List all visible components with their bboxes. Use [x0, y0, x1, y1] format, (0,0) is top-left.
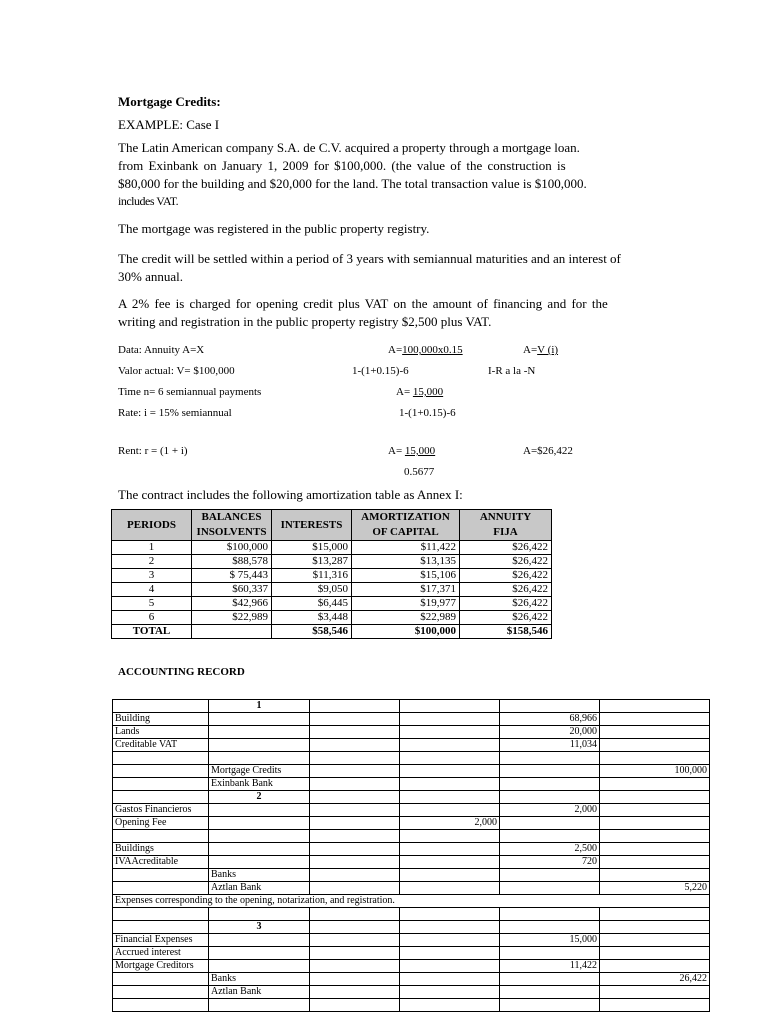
ledger-row	[113, 739, 710, 752]
account-credit-cell: Banks	[209, 973, 310, 986]
total-amortization: $100,000	[352, 625, 460, 639]
account-debit-cell	[113, 882, 209, 895]
ledger-row	[113, 726, 710, 739]
balance-cell: $88,578	[192, 555, 272, 569]
credit-cell	[600, 934, 710, 947]
balance-cell: $100,000	[192, 541, 272, 555]
aux-cell	[310, 765, 400, 778]
debit-cell	[500, 791, 600, 804]
account-debit-cell: Buildings	[113, 843, 209, 856]
amortization-row	[112, 555, 552, 569]
ledger-row	[113, 934, 710, 947]
paragraph-2: The mortgage was registered in the public property registry.	[118, 221, 430, 236]
ledger-row	[113, 869, 710, 882]
partial-cell	[400, 752, 500, 765]
partial-cell	[400, 999, 500, 1012]
credit-cell	[600, 830, 710, 843]
ledger-row	[113, 778, 710, 791]
amortization-row	[112, 611, 552, 625]
header-balances-line-2: INSOLVENTS	[196, 526, 267, 538]
header-periods: PERIODS	[112, 510, 192, 541]
debit-cell	[500, 908, 600, 921]
balance-cell: $42,966	[192, 597, 272, 611]
account-debit-cell: Building	[113, 713, 209, 726]
accounting-ledger-table	[112, 699, 710, 1012]
ledger-row	[113, 713, 710, 726]
debit-cell	[500, 947, 600, 960]
account-debit-cell: Accrued interest	[113, 947, 209, 960]
partial-cell	[400, 960, 500, 973]
interest-cell: $6,445	[272, 597, 352, 611]
aux-cell	[310, 882, 400, 895]
credit-cell	[600, 752, 710, 765]
debit-cell: 68,966	[500, 713, 600, 726]
header-annuity-line-2: FIJA	[493, 526, 518, 538]
amortization-row	[112, 569, 552, 583]
balance-cell: $22,989	[192, 611, 272, 625]
annuity-equation-3-denominator: 0.5677	[404, 466, 435, 478]
credit-cell	[600, 804, 710, 817]
ledger-row	[113, 752, 710, 765]
amortization-cell: $17,371	[352, 583, 460, 597]
period-cell: 4	[112, 583, 192, 597]
aux-cell	[310, 830, 400, 843]
debit-cell	[500, 921, 600, 934]
account-credit-cell: 2	[209, 791, 310, 804]
amortization-row	[112, 583, 552, 597]
debit-cell	[500, 973, 600, 986]
paragraph-1-line-2: from Exinbank on January 1, 2009 for $100,000. (the value of the construction is	[118, 158, 566, 173]
period-cell: 2	[112, 555, 192, 569]
aux-cell	[310, 778, 400, 791]
aux-cell	[310, 817, 400, 830]
equation-prefix: A=	[396, 386, 413, 398]
account-credit-cell	[209, 752, 310, 765]
aux-cell	[310, 856, 400, 869]
ledger-row	[113, 843, 710, 856]
account-debit-cell	[113, 999, 209, 1012]
account-debit-cell	[113, 921, 209, 934]
aux-cell	[310, 908, 400, 921]
account-credit-cell	[209, 804, 310, 817]
account-debit-cell	[113, 986, 209, 999]
account-debit-cell	[113, 908, 209, 921]
debit-cell	[500, 830, 600, 843]
debit-cell: 2,500	[500, 843, 600, 856]
debit-cell: 11,034	[500, 739, 600, 752]
debit-cell	[500, 882, 600, 895]
credit-cell	[600, 739, 710, 752]
total-balance	[192, 625, 272, 639]
amortization-body	[112, 541, 552, 639]
balance-cell: $60,337	[192, 583, 272, 597]
header-amortization-line-1: AMORTIZATION	[361, 511, 450, 523]
ledger-row	[113, 830, 710, 843]
account-credit-cell: Aztlan Bank	[209, 986, 310, 999]
debit-cell: 720	[500, 856, 600, 869]
account-credit-cell: Aztlan Bank	[209, 882, 310, 895]
partial-cell	[400, 739, 500, 752]
credit-cell	[600, 947, 710, 960]
account-debit-cell	[113, 791, 209, 804]
ledger-row	[113, 947, 710, 960]
aux-cell	[310, 947, 400, 960]
aux-cell	[310, 869, 400, 882]
amortization-cell: $13,135	[352, 555, 460, 569]
header-balances	[192, 510, 272, 541]
ledger-row	[113, 791, 710, 804]
formula-rate-label: Rate: i = 15% semiannual	[118, 407, 232, 419]
header-annuity	[460, 510, 552, 541]
equation-numerator: 15,000	[404, 445, 436, 457]
credit-cell	[600, 869, 710, 882]
account-credit-cell	[209, 726, 310, 739]
aux-cell	[310, 973, 400, 986]
credit-cell	[600, 791, 710, 804]
amortization-table	[111, 509, 552, 639]
debit-cell	[500, 869, 600, 882]
aux-cell	[310, 999, 400, 1012]
ledger-row	[113, 986, 710, 999]
credit-cell	[600, 921, 710, 934]
debit-cell: 2,000	[500, 804, 600, 817]
period-cell: 6	[112, 611, 192, 625]
header-interests: INTERESTS	[272, 510, 352, 541]
balance-cell: $ 75,443	[192, 569, 272, 583]
amortization-cell: $19,977	[352, 597, 460, 611]
paragraph-1-line-3: $80,000 for the building and $20,000 for the land. The total transaction value is $100,000.	[118, 176, 587, 191]
interest-cell: $15,000	[272, 541, 352, 555]
account-debit-cell	[113, 869, 209, 882]
partial-cell	[400, 921, 500, 934]
annuity-equation-2-denominator: 1-(1+0.15)-6	[399, 407, 456, 419]
header-annuity-line-1: ANNUITY	[479, 511, 532, 523]
formula-time-label: Time n= 6 semiannual payments	[118, 386, 262, 398]
aux-cell	[310, 713, 400, 726]
paragraph-1-line-1: The Latin American company S.A. de C.V. acquired a property through a mortgage loan.	[118, 140, 580, 155]
credit-cell	[600, 960, 710, 973]
partial-cell	[400, 830, 500, 843]
debit-cell: 20,000	[500, 726, 600, 739]
paragraph-1-line-4: includes VAT.	[118, 194, 179, 208]
annuity-general-formula	[523, 344, 558, 356]
credit-cell: 26,422	[600, 973, 710, 986]
equation-prefix: A=	[388, 344, 403, 356]
account-credit-cell	[209, 817, 310, 830]
amortization-total-row	[112, 625, 552, 639]
account-credit-cell	[209, 830, 310, 843]
partial-cell	[400, 791, 500, 804]
debit-cell: 11,422	[500, 960, 600, 973]
partial-cell	[400, 882, 500, 895]
interest-cell: $13,287	[272, 555, 352, 569]
interest-cell: $11,316	[272, 569, 352, 583]
credit-cell	[600, 856, 710, 869]
account-credit-cell	[209, 908, 310, 921]
account-credit-cell	[209, 960, 310, 973]
credit-cell: 100,000	[600, 765, 710, 778]
credit-cell	[600, 999, 710, 1012]
credit-cell	[600, 986, 710, 999]
annuity-result: A=$26,422	[523, 445, 573, 457]
period-cell: 1	[112, 541, 192, 555]
aux-cell	[310, 791, 400, 804]
account-credit-cell	[209, 934, 310, 947]
amortization-cell: $22,989	[352, 611, 460, 625]
account-credit-cell: Banks	[209, 869, 310, 882]
total-annuity: $158,546	[460, 625, 552, 639]
account-debit-cell	[113, 830, 209, 843]
ledger-row	[113, 960, 710, 973]
header-amortization	[352, 510, 460, 541]
annuity-cell: $26,422	[460, 611, 552, 625]
interest-cell: $9,050	[272, 583, 352, 597]
ledger-body	[113, 700, 710, 1012]
paragraph-3-line-2: 30% annual.	[118, 269, 183, 284]
partial-cell	[400, 947, 500, 960]
amortization-header-row	[112, 510, 552, 541]
formula-data-label: Data: Annuity A=X	[118, 344, 205, 356]
partial-cell	[400, 869, 500, 882]
account-debit-cell: Creditable VAT	[113, 739, 209, 752]
annuity-cell: $26,422	[460, 597, 552, 611]
credit-cell	[600, 778, 710, 791]
partial-cell: 2,000	[400, 817, 500, 830]
equation-numerator: V (i)	[537, 344, 559, 356]
account-debit-cell	[113, 700, 209, 713]
paragraph-4-line-1: A 2% fee is charged for opening credit plus VAT on the amount of financing and for the	[118, 296, 608, 311]
aux-cell	[310, 726, 400, 739]
debit-cell	[500, 765, 600, 778]
account-credit-cell	[209, 999, 310, 1012]
annuity-general-denominator: I-R a la -N	[488, 365, 536, 377]
account-debit-cell	[113, 752, 209, 765]
annuity-cell: $26,422	[460, 555, 552, 569]
debit-cell: 15,000	[500, 934, 600, 947]
credit-cell	[600, 843, 710, 856]
ledger-row	[113, 765, 710, 778]
equation-prefix: A=	[388, 445, 405, 457]
amortization-row	[112, 541, 552, 555]
account-debit-cell	[113, 973, 209, 986]
annuity-equation-3	[388, 445, 435, 457]
account-debit-cell: Lands	[113, 726, 209, 739]
account-debit-cell: Mortgage Creditors	[113, 960, 209, 973]
formula-rent-label: Rent: r = (1 + i)	[118, 445, 188, 457]
credit-cell	[600, 726, 710, 739]
ledger-note: Expenses corresponding to the opening, notarization, and registration.	[113, 895, 710, 908]
ledger-row	[113, 895, 710, 908]
partial-cell	[400, 973, 500, 986]
partial-cell	[400, 986, 500, 999]
account-debit-cell	[113, 778, 209, 791]
credit-cell	[600, 700, 710, 713]
total-label: TOTAL	[112, 625, 192, 639]
debit-cell	[500, 986, 600, 999]
account-debit-cell: Gastos Financieros	[113, 804, 209, 817]
amortization-cell: $15,106	[352, 569, 460, 583]
aux-cell	[310, 804, 400, 817]
credit-cell: 5,220	[600, 882, 710, 895]
partial-cell	[400, 726, 500, 739]
doc-heading: Mortgage Credits:	[118, 94, 221, 109]
account-credit-cell: Exinbank Bank	[209, 778, 310, 791]
equation-numerator: 100,000x0.15	[402, 344, 463, 356]
interest-cell: $3,448	[272, 611, 352, 625]
annuity-equation-1-denominator: 1-(1+0.15)-6	[352, 365, 409, 377]
account-debit-cell: Opening Fee	[113, 817, 209, 830]
partial-cell	[400, 700, 500, 713]
credit-cell	[600, 817, 710, 830]
aux-cell	[310, 934, 400, 947]
partial-cell	[400, 804, 500, 817]
debit-cell	[500, 817, 600, 830]
annuity-cell: $26,422	[460, 583, 552, 597]
header-amortization-line-2: OF CAPITAL	[372, 526, 439, 538]
paragraph-4-line-2: writing and registration in the public property registry $2,500 plus VAT.	[118, 314, 492, 329]
aux-cell	[310, 960, 400, 973]
amortization-cell: $11,422	[352, 541, 460, 555]
contract-note: The contract includes the following amortization table as Annex I:	[118, 487, 463, 502]
partial-cell	[400, 843, 500, 856]
total-interest: $58,546	[272, 625, 352, 639]
formula-valor-label: Valor actual: V= $100,000	[118, 365, 235, 377]
partial-cell	[400, 934, 500, 947]
header-balances-line-1: BALANCES	[201, 511, 262, 523]
account-debit-cell	[113, 765, 209, 778]
aux-cell	[310, 700, 400, 713]
aux-cell	[310, 752, 400, 765]
period-cell: 3	[112, 569, 192, 583]
account-credit-cell	[209, 713, 310, 726]
equation-prefix: A=	[523, 344, 538, 356]
ledger-row	[113, 817, 710, 830]
partial-cell	[400, 765, 500, 778]
aux-cell	[310, 843, 400, 856]
partial-cell	[400, 856, 500, 869]
debit-cell	[500, 778, 600, 791]
credit-cell	[600, 908, 710, 921]
partial-cell	[400, 778, 500, 791]
paragraph-3-line-1: The credit will be settled within a period of 3 years with semiannual maturities and an interest of	[118, 251, 621, 266]
annuity-equation-2	[396, 386, 443, 398]
account-credit-cell: 3	[209, 921, 310, 934]
aux-cell	[310, 986, 400, 999]
debit-cell	[500, 752, 600, 765]
partial-cell	[400, 713, 500, 726]
partial-cell	[400, 908, 500, 921]
account-credit-cell: Mortgage Credits	[209, 765, 310, 778]
ledger-row	[113, 882, 710, 895]
accounting-record-title: ACCOUNTING RECORD	[118, 666, 245, 678]
account-credit-cell	[209, 856, 310, 869]
account-credit-cell	[209, 739, 310, 752]
ledger-row	[113, 700, 710, 713]
debit-cell	[500, 999, 600, 1012]
amortization-row	[112, 597, 552, 611]
aux-cell	[310, 921, 400, 934]
ledger-row	[113, 856, 710, 869]
debit-cell	[500, 700, 600, 713]
annuity-equation-1	[388, 344, 463, 356]
account-credit-cell: 1	[209, 700, 310, 713]
ledger-row	[113, 999, 710, 1012]
annuity-cell: $26,422	[460, 541, 552, 555]
period-cell: 5	[112, 597, 192, 611]
ledger-row	[113, 973, 710, 986]
case-title: EXAMPLE: Case I	[118, 117, 220, 132]
ledger-row	[113, 921, 710, 934]
account-credit-cell	[209, 947, 310, 960]
aux-cell	[310, 739, 400, 752]
account-debit-cell: Financial Expenses	[113, 934, 209, 947]
annuity-cell: $26,422	[460, 569, 552, 583]
equation-numerator: 15,000	[412, 386, 444, 398]
account-credit-cell	[209, 843, 310, 856]
account-debit-cell: IVAAcreditable	[113, 856, 209, 869]
ledger-row	[113, 804, 710, 817]
ledger-row	[113, 908, 710, 921]
credit-cell	[600, 713, 710, 726]
